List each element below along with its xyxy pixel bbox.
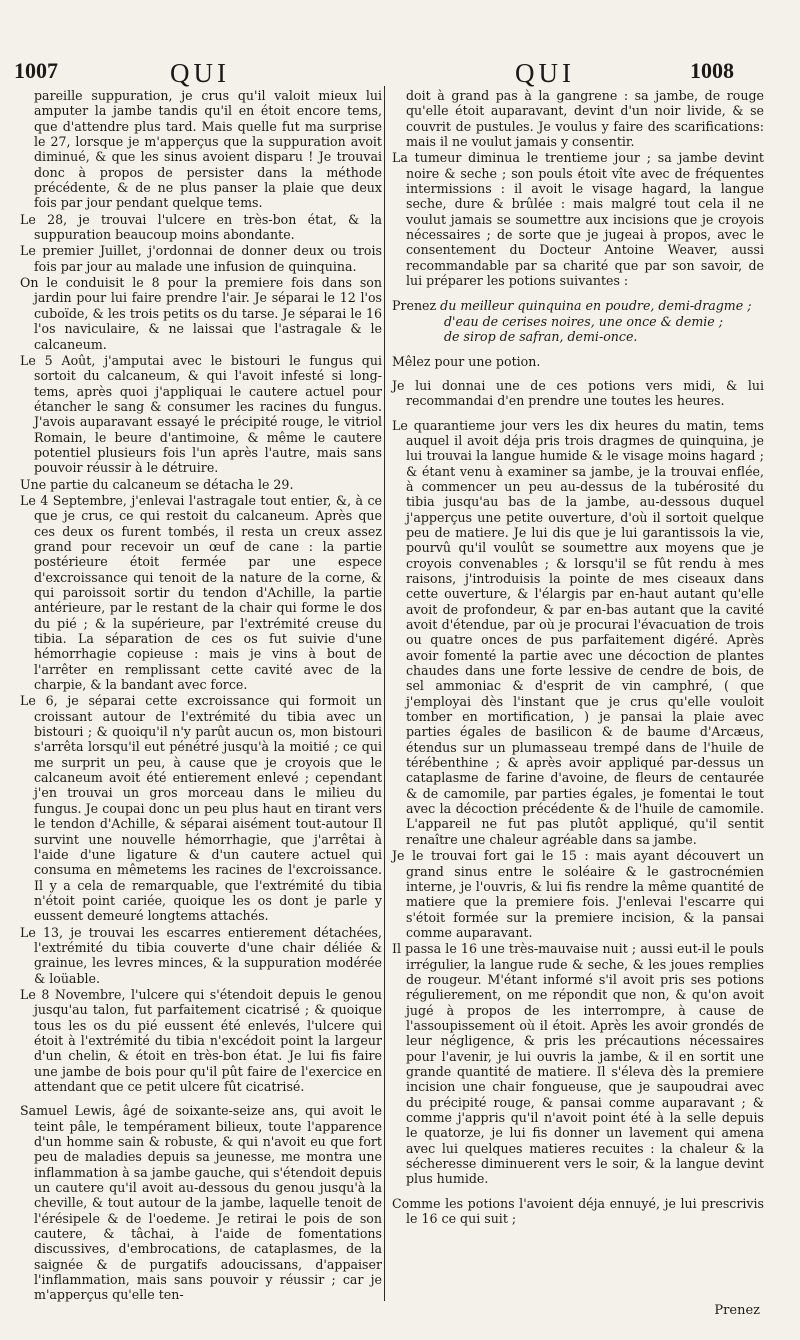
left-page-number: 1007 bbox=[14, 58, 58, 83]
formula-lead: Prenez bbox=[392, 298, 437, 314]
paragraph: Je le trouvai fort gai le 15 : mais ayant découvert un grand sinus entre le soléaire & le gastrocnémien interne, je l'ouvris, & lui fis rendre la même quantité de matiere que la premiere fois. J'enlevai l'escarre qui s'étoit formée sur la premiere incision, & la pansai comme auparavant. bbox=[392, 848, 764, 940]
paragraph: Je lui donnai une de ces potions vers midi, & lui recommandai d'en prendre une toutes les heures. bbox=[392, 377, 764, 409]
paragraph: Le premier Juillet, j'ordonnai de donner deux ou trois fois par jour au malade une infusion de quinquina. bbox=[20, 243, 382, 274]
paragraph: Il passa le 16 une très-mauvaise nuit ; aussi eut-il le pouls irrégulier, la langue rude & seche, & les joues remplies de rougeur. M'étant informé s'il avoit pris ses potions régulierement, on me répondit que non, & qu'on avoit jugé à propos de les interrompre, à cause de l'assoupissement où il étoit. Après les avoir grondés de leur négligence, & pris les précautions nécessaires pour l'avenir, je lui ouvris la jambe, & il en sortit une grande quantité de matiere. Il s'éleva dès la premiere incision une chair fongueuse, que je saupoudrai avec du précipité rouge, & pansai comme auparavant ; & comme j'appris qu'il n'avoit point été à la selle depuis le quatorze, je lui fis donner un lavement qui amena avec lui quelques matieres recuites : la chaleur & la sécheresse diminuerent vers le soir, & la langue devint plus humide. bbox=[392, 941, 764, 1187]
paragraph: Samuel Lewis, âgé de soixante-seize ans, qui avoit le teint pâle, le tempérament bilieux, toute l'apparence d'un homme sain & robuste, & qui n'avoit eu que fort peu de maladies depuis sa jeunesse, me montra une inflammation à sa jambe gauche, qui s'étendoit depuis un cautere qu'il avoit au-dessous du genou jusqu'à la cheville, & tout autour de la jambe, laquelle tenoit de l'érésipele & de l'oedeme. Je retirai le pois de son cautere, & tâchai, à l'aide de fomentations discussives, d'embrocations, de cataplasmes, de la saignée & de purgatifs adoucissans, d'appaiser l'inflammation, mais sans pouvoir y réussir ; car je m'apperçus qu'elle ten- bbox=[20, 1103, 383, 1303]
right-page-number: 1008 bbox=[690, 58, 734, 83]
paragraph: Le quarantieme jour vers les dix heures du matin, tems auquel il avoit déja pris trois dragmes de quinquina, je lui trouvai la langue humide & le visage moins hagard ; & étant venu à examiner sa jambe, je la trouvai enflée, à commencer un peu au-dessus de la tubérosité du tibia jusqu'au bas de la jambe, au-dessous duquel j'apperçus une petite ouverture, d'où il sortoit quelque peu de matiere. Je lui dis que je lui garantissois la vie, pourvû qu'il voulût se soumettre aux moyens que je croyois convenables ; & lorsqu'il se fût rendu à mes raisons, j'introduisis la pointe de mes ciseaux dans cette ouverture, & l'élargis par en-haut autant qu'elle avoit de profondeur, & par en-bas autant que la cavité avoit d'étendue, par où je procurai l'évacuation de trois ou quatre onces de pus parfaitement digéré. Après avoir fomenté la partie avec une décoction de plantes chaudes dans une forte lessive de cendre de bois, de sel ammoniac & d'esprit de vin camphré, ( que j'employai dès l'instant que je crus qu'elle vouloit tomber en mortification, ) je pansai la plaie avec parties égales de basilicon & de baume d'Arcæus, étendus sur un plumasseau trempé dans de l'huile de térébenthine ; & après avoir appliqué par-dessus un cataplasme de farine d'avoine, de fleurs de centaurée & de camomile, par parties égales, je fomentai le tout avec la décoction précédente & de l'huile de camomile. L'appareil ne fut pas plutôt appliqué, qu'il sentit renaître une chaleur agréable dans sa jambe. bbox=[392, 417, 764, 847]
paragraph: La tumeur diminua le trentieme jour ; sa jambe devint noire & seche ; son pouls étoit vîte avec de fréquentes intermissions : il avoit le visage hagard, la langue seche, dure & brûlée : mais malgré tout cela il ne voulut jamais se soumettre aux incisions que je croyois nécessaires ; de sorte que je jugeai à propos, avec le consentement du Docteur Antoine Weaver, aussi recommandable par sa charité que par son savoir, de lui préparer les potions suivantes : bbox=[392, 150, 764, 289]
paragraph: Mêlez pour une potion. bbox=[392, 353, 541, 369]
paragraph: Le 13, je trouvai les escarres entierement détachées, l'extrémité du tibia couverte d'une chair déliée & grainue, les levres minces, & la suppuration modérée & loüable. bbox=[20, 924, 382, 986]
left-running-head: QUI bbox=[170, 58, 230, 88]
paragraph: On le conduisit le 8 pour la premiere fois dans son jardin pour lui faire prendre l'air. Je séparai le 12 l'os cuboïde, & les trois petits os du tarse. Je séparai le 16 l'os naviculaire, & ne laissai que l'astragale & le calcaneum. bbox=[20, 275, 382, 352]
formula-line: de sirop de safran, demi-once. bbox=[444, 329, 638, 345]
formula-line: du meilleur quinquina en poudre, demi-dragme ; bbox=[440, 298, 752, 314]
prescription-formula bbox=[392, 298, 764, 344]
left-column bbox=[20, 88, 382, 1304]
paragraph: Le 28, je trouvai l'ulcere en très-bon état, & la suppuration beaucoup moins abondante. bbox=[20, 211, 382, 243]
paragraph: doit à grand pas à la gangrene : sa jambe, de rouge qu'elle étoit auparavant, devint d'un noir livide, & se couvrit de pustules. Je voulus y faire des scarifications: mais il ne voulut jamais y consentir. bbox=[406, 88, 764, 150]
paragraph: Le 8 Novembre, l'ulcere qui s'étendoit depuis le genou jusqu'au talon, fut parfaitement cicatrisé ; & quoique tous les os du pié eussent été enlevés, l'ulcere qui étoit à l'extrémité du tibia n'excédoit point la largeur d'un chelin, & étoit en très-bon état. Je lui fis faire une jambe de bois pour qu'il pût faire de l'exercice en attendant que ce petit ulcere fût cicatrisé. bbox=[20, 986, 382, 1094]
formula-line: d'eau de cerises noires, une once & demie ; bbox=[444, 313, 723, 329]
paragraph: Le 4 Septembre, j'enlevai l'astragale tout entier, &, à ce que je crus, ce qui restoit du calcaneum. Après que ces deux os furent tombés, il resta un creux assez grand pour recevoir un œuf de cane : la partie postérieure étoit fermée par une espece d'excroissance qui tenoit de la nature de la corne, & qui paroissoit sortir du tendon d'Achille, la partie antérieure, par le restant de la chair qui forme le dos du pié ; & la supérieure, par l'extrémité creuse du tibia. La séparation de ces os fut suivie d'une hémorrhagie copieuse : mais je vins à bout de l'arrêter en remplissant cette cavité avec de la charpie, & la bandant avec force. bbox=[20, 492, 382, 693]
catchword: Prenez bbox=[714, 1303, 760, 1318]
paragraph: Le 5 Août, j'amputai avec le bistouri le fungus qui sortoit du calcaneum, & qui l'avoit infesté si long-tems, après quoi j'appliquai le cautere actuel pour étancher le sang & consumer les racines du fungus. J'avois auparavant essayé le précipité rouge, le vitriol Romain, le beure d'antimoine, & même le cautere potentiel plusieurs fois l'un après l'autre, mais sans pouvoir réussir à le détruire. bbox=[20, 352, 382, 476]
paragraph: Une partie du calcaneum se détacha le 29. bbox=[20, 476, 294, 492]
right-running-head: QUI bbox=[515, 58, 575, 88]
paragraph: Comme les potions l'avoient déja ennuyé, je lui prescrivis le 16 ce qui suit ; bbox=[392, 1195, 764, 1227]
right-column bbox=[392, 88, 764, 1227]
paragraph: Le 6, je séparai cette excroissance qui formoit un croissant autour de l'extrémité du tibia avec un bistouri ; & quoiqu'il n'y parût aucun os, mon bistouri s'arrêta lorsqu'il eut pénétré jusqu'à la moitié ; ce qui me surprit un peu, à cause que je croyois que le calcaneum avoit été entierement enlevé ; cependant j'en trouvai un gros morceau dans le milieu du fungus. Je coupai donc un peu plus haut en tirant vers le tendon d'Achille, & séparai aisément tout-autour Il survint une nouvelle hémorrhagie, que j'arrêtai à l'aide d'une ligature & d'un cautere actuel qui consuma en mêmetems les racines de l'excroissance. Il y a cela de remarquable, que l'extrémité du tibia n'étoit point cariée, quoique les os dont je parle y eussent demeuré longtems attachés. bbox=[20, 693, 382, 924]
column-divider bbox=[384, 86, 385, 1301]
paragraph: pareille suppuration, je crus qu'il valoit mieux lui amputer la jambe tandis qu'il en étoit encore tems, que d'attendre plus tard. Mais quelle fut ma surprise le 27, lorsque je m'apperçus que la suppuration avoit diminué, & que les sinus avoient disparu ! Je trouvai donc à propos de persister dans la méthode précédente, & de ne plus panser la plaie que deux fois par jour pendant quelque tems. bbox=[34, 88, 382, 211]
